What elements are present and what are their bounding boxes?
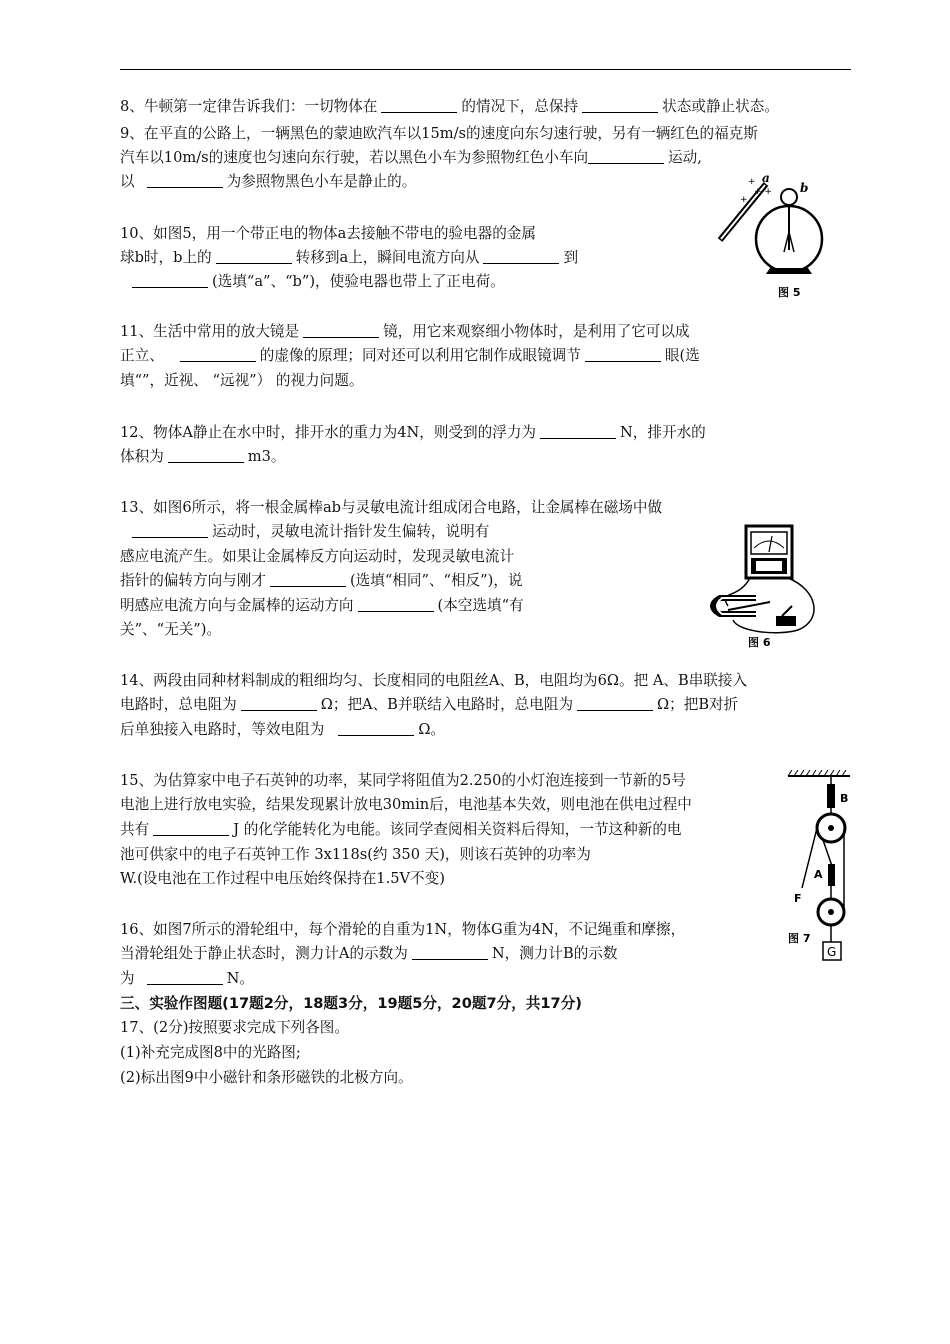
answer-blank[interactable] bbox=[303, 323, 379, 338]
question-9-line2: 汽车以10m/s的速度也匀速向东行驶，若以黑色小车为参照物红色小车向 运动, bbox=[120, 149, 702, 166]
answer-blank[interactable] bbox=[483, 249, 559, 264]
answer-blank[interactable] bbox=[147, 173, 223, 188]
answer-blank[interactable] bbox=[358, 597, 434, 612]
figure-7-pulley bbox=[784, 770, 854, 970]
answer-blank[interactable] bbox=[381, 98, 457, 113]
question-11-line3: 填“”，近视、 “远视”） 的视力问题。 bbox=[120, 372, 364, 389]
label-b: b bbox=[800, 181, 809, 195]
question-13-line3: 感应电流产生。如果让金属棒反方向运动时，发现灵敏电流计 bbox=[120, 548, 515, 565]
question-11-line1: 11、生活中常用的放大镜是 镜，用它来观察细小物体时，是利用了它可以成 bbox=[120, 323, 690, 340]
question-13-line4: 指针的偏转方向与刚才 (选填“相同”、“相反”)，说 bbox=[120, 572, 523, 589]
question-17-line1: 17、(2分)按照要求完成下列各图。 bbox=[120, 1019, 349, 1036]
question-14-line2: 电路时，总电阻为 Ω；把A、B并联结入电路时，总电阻为 Ω；把B对折 bbox=[120, 696, 739, 713]
figure-5-electroscope bbox=[712, 172, 832, 302]
svg-text:+: + bbox=[748, 177, 756, 187]
question-15-line3: 共有 J 的化学能转化为电能。该同学查阅相关资料后得知，一节这种新的电 bbox=[120, 821, 682, 838]
question-10-line3: (选填“a”、“b”)，使验电器也带上了正电荷。 bbox=[120, 272, 505, 292]
question-13-line1: 13、如图6所示，将一根金属棒ab与灵敏电流计组成闭合电路，让金属棒在磁场中做 bbox=[120, 499, 663, 516]
spring-scale-a-icon bbox=[828, 864, 835, 886]
label-a: a bbox=[762, 172, 770, 185]
question-15-line5: W.(设电池在工作过程中电压始终保持在1.5V不变) bbox=[120, 870, 445, 887]
question-14-line1: 14、两段由同种材料制成的粗细均匀、长度相同的电阻丝A、B，电阻均为6Ω。把 A、B串联接入 bbox=[120, 672, 748, 689]
q8-text: 8、牛顿第一定律告诉我们：一切物体在 bbox=[120, 98, 378, 115]
question-17-line2: (1)补充完成图8中的光路图; bbox=[120, 1044, 301, 1061]
question-8 bbox=[120, 97, 779, 117]
question-16-line3: 为 N。 bbox=[120, 970, 254, 987]
label-scale-A: A bbox=[814, 868, 823, 881]
figure-6-label: 图 6 bbox=[748, 636, 771, 649]
answer-blank[interactable] bbox=[338, 721, 414, 736]
question-11-line2: 正立、 的虚像的原理；同对还可以利用它制作成眼镜调节 眼(选 bbox=[120, 347, 700, 364]
answer-blank[interactable] bbox=[412, 945, 488, 960]
question-12-line1: 12、物体A静止在水中时，排开水的重力为4N，则受到的浮力为 N，排开水的 bbox=[120, 424, 706, 441]
question-17-line3: (2)标出图9中小磁针和条形磁铁的北极方向。 bbox=[120, 1069, 413, 1086]
answer-blank[interactable] bbox=[540, 424, 616, 439]
label-scale-B: B bbox=[840, 792, 849, 805]
q8-text: 状态或静止状态。 bbox=[662, 98, 779, 115]
question-14-line3: 后单独接入电路时，等效电阻为 Ω。 bbox=[120, 721, 446, 738]
question-16-line2: 当滑轮组处于静止状态时，测力计A的示数为 N，测力计B的示数 bbox=[120, 945, 618, 962]
question-15-line2: 电池上进行放电实验，结果发现累计放电30min后，电池基本失效，则电池在供电过程中 bbox=[120, 796, 692, 813]
q8-text: 的情况下，总保持 bbox=[461, 98, 579, 115]
figure-6-induction bbox=[698, 520, 828, 650]
answer-blank[interactable] bbox=[153, 821, 229, 836]
label-weight-G: G bbox=[827, 945, 837, 959]
answer-blank[interactable] bbox=[132, 523, 208, 538]
answer-blank[interactable] bbox=[216, 249, 292, 264]
question-10-line2: 球b时，b上的 转移到a上，瞬间电流方向从 到 bbox=[120, 249, 579, 266]
question-15-line1: 15、为估算家中电子石英钟的功率，某同学将阻值为2.250的小灯泡连接到一节新的5号 bbox=[120, 772, 686, 789]
question-16-line1: 16、如图7所示的滑轮组中，每个滑轮的自重为1N，物体G重为4N，不记绳重和摩擦， bbox=[120, 921, 686, 938]
galvanometer-icon bbox=[746, 526, 792, 578]
answer-blank[interactable] bbox=[582, 98, 658, 113]
question-13-line5: 明感应电流方向与金属棒的运动方向 (本空选填“有 bbox=[120, 597, 524, 614]
question-13-line6: 关”、“无关”)。 bbox=[120, 621, 222, 638]
header-rule bbox=[120, 69, 851, 70]
svg-text:+: + bbox=[740, 195, 748, 205]
answer-blank[interactable] bbox=[270, 572, 346, 587]
question-10-line1: 10、如图5，用一个带正电的物体a去接触不带电的验电器的金属 bbox=[120, 225, 536, 242]
label-force-F: F bbox=[794, 892, 802, 905]
answer-blank[interactable] bbox=[132, 273, 208, 288]
question-12-line2: 体积为 m3。 bbox=[120, 448, 286, 465]
metal-ball-icon bbox=[781, 189, 797, 205]
question-15-line4: 池可供家中的电子石英钟工作 3x118s(约 350 天)，则该石英钟的功率为 bbox=[120, 846, 591, 863]
section-3-heading: 三、实验作图题(17题2分，18题3分，19题5分，20题7分，共17分) bbox=[120, 995, 582, 1012]
spring-scale-b-icon bbox=[827, 784, 835, 808]
answer-blank[interactable] bbox=[168, 448, 244, 463]
answer-blank[interactable] bbox=[180, 347, 256, 362]
answer-blank[interactable] bbox=[588, 149, 664, 164]
question-13-line2: 运动时，灵敏电流计指针发生偏转，说明有 bbox=[120, 522, 489, 542]
movable-pulley-icon bbox=[818, 899, 844, 925]
answer-blank[interactable] bbox=[585, 347, 661, 362]
question-9-line3: 以 为参照物黑色小车是静止的。 bbox=[120, 173, 417, 190]
answer-blank[interactable] bbox=[577, 696, 653, 711]
answer-blank[interactable] bbox=[147, 970, 223, 985]
figure-5-label: 图 5 bbox=[778, 286, 801, 299]
figure-7-label: 图 7 bbox=[788, 932, 811, 945]
svg-text:+ +: + + bbox=[754, 187, 772, 197]
fixed-pulley-icon bbox=[817, 814, 845, 842]
answer-blank[interactable] bbox=[241, 696, 317, 711]
question-9-line1: 9、在平直的公路上，一辆黑色的蒙迪欧汽车以15m/s的速度向东匀速行驶，另有一辆红色的福克斯 bbox=[120, 125, 758, 142]
